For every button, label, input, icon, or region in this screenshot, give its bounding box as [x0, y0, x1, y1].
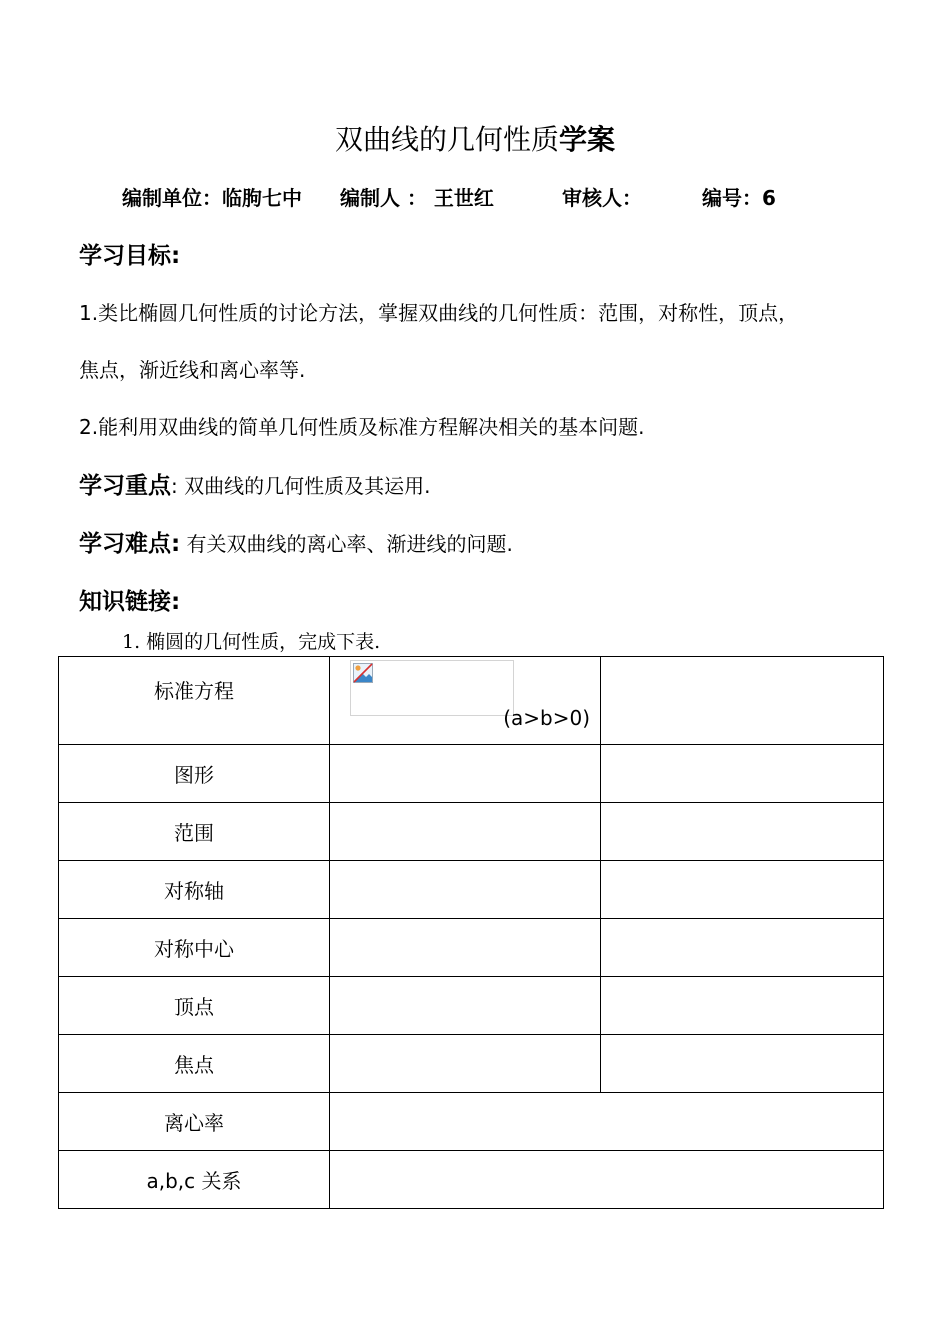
broken-image-icon [353, 663, 373, 683]
table-row [59, 657, 884, 745]
table-cell[interactable] [330, 861, 601, 919]
difficulty-text: 有关双曲线的离心率、渐进线的问题. [180, 532, 513, 556]
equation-cell[interactable] [330, 657, 601, 745]
row-label: 对称轴 [59, 861, 330, 919]
table-cell[interactable] [330, 1035, 601, 1093]
meta-editor: 编制人 ： 王世红 [340, 186, 494, 210]
table-row [59, 977, 884, 1035]
ellipse-properties-table [58, 656, 884, 1209]
meta-reviewer: 审核人： [562, 186, 642, 210]
table-cell[interactable] [330, 919, 601, 977]
key-point-row [79, 468, 430, 504]
row-label: 标准方程 [59, 657, 330, 745]
table-row [59, 861, 884, 919]
difficulty-heading: 学习难点: [79, 531, 181, 557]
table-cell[interactable] [601, 803, 884, 861]
table-cell[interactable] [601, 1035, 884, 1093]
difficulty-row [79, 526, 513, 562]
table-cell[interactable] [601, 861, 884, 919]
knowledge-heading: 知识链接: [79, 589, 181, 615]
row-label: a,b,c 关系 [59, 1151, 330, 1209]
key-point-text: : 双曲线的几何性质及其运用. [171, 474, 431, 498]
row-label: 离心率 [59, 1093, 330, 1151]
meta-unit: 编制单位：临朐七中 [122, 186, 302, 210]
table-cell[interactable] [601, 745, 884, 803]
table-cell[interactable] [601, 977, 884, 1035]
row-label: 对称中心 [59, 919, 330, 977]
title-main: 双曲线的几何性质 [334, 123, 559, 156]
equation-condition: (a>b>0) [503, 706, 590, 730]
table-row [59, 1151, 884, 1209]
row-label: 顶点 [59, 977, 330, 1035]
objective-line-1: 1.类比椭圆几何性质的讨论方法，掌握双曲线的几何性质：范围，对称性，顶点， [79, 301, 799, 325]
table-row [59, 1093, 884, 1151]
objective-line-2: 焦点，渐近线和离心率等. [79, 358, 306, 382]
page-title [0, 118, 950, 162]
meta-number: 编号：6 [702, 186, 776, 210]
objectives-heading: 学习目标: [79, 243, 181, 269]
table-cell[interactable] [330, 745, 601, 803]
table-cell[interactable] [330, 977, 601, 1035]
row-label: 范围 [59, 803, 330, 861]
objective-line-3: 2.能利用双曲线的简单几何性质及标准方程解决相关的基本问题. [79, 415, 645, 439]
key-point-heading: 学习重点 [79, 473, 171, 499]
table-row [59, 745, 884, 803]
table-row [59, 919, 884, 977]
table-cell[interactable] [601, 919, 884, 977]
table-cell[interactable] [330, 803, 601, 861]
table-cell[interactable] [601, 657, 884, 745]
row-label: 焦点 [59, 1035, 330, 1093]
table-cell-merged[interactable] [330, 1151, 884, 1209]
table-row [59, 803, 884, 861]
equation-image-placeholder [350, 660, 514, 716]
row-label: 图形 [59, 745, 330, 803]
table-row [59, 1035, 884, 1093]
title-suffix: 学案 [559, 123, 616, 156]
table-cell-merged[interactable] [330, 1093, 884, 1151]
knowledge-item-1: 1. 椭圆的几何性质，完成下表. [122, 631, 381, 653]
